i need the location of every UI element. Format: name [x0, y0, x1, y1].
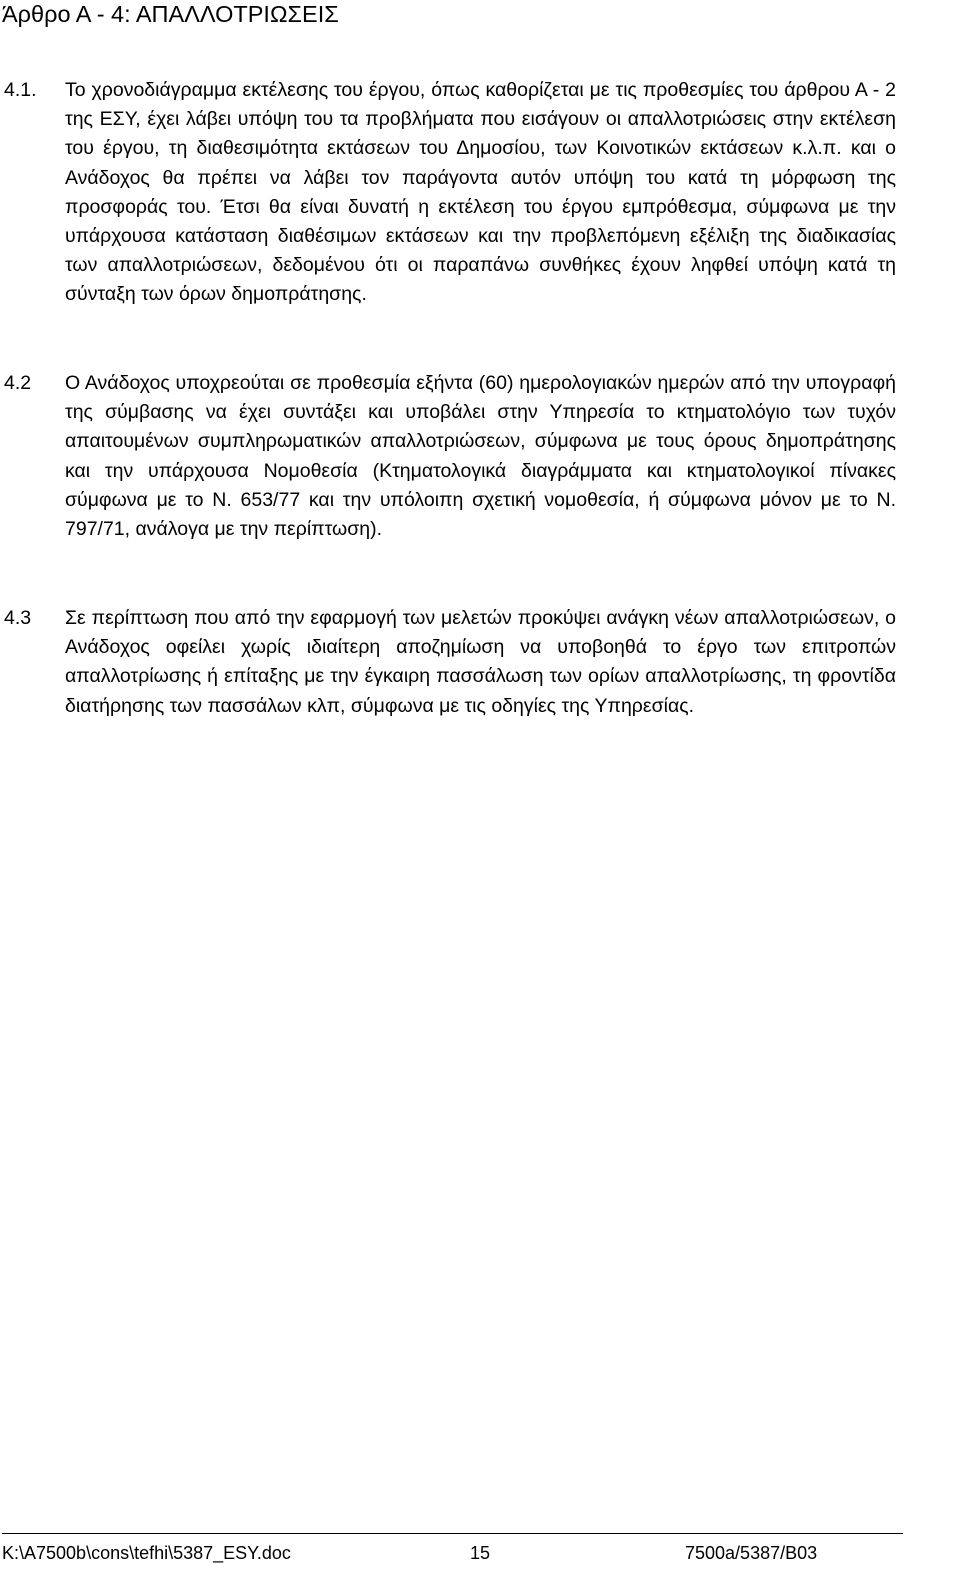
page-title: Άρθρο Α - 4: ΑΠΑΛΛΟΤΡΙΩΣΕΙΣ	[2, 1, 339, 27]
clause-number: 4.2	[4, 372, 32, 394]
footer-divider	[2, 1533, 903, 1534]
clause-text: Σε περίπτωση που από την εφαρμογή των μελετών προκύψει ανάγκη νέων απαλλοτριώσεων, ο Ανάδοχος οφείλει χωρίς ιδιαίτερη αποζημίωση να υποβοηθά το έργο των επιτροπών απαλλοτρίωσης ή επίταξης με την έγκαιρη πασσάλωση των ορίων απαλλοτρίωσης, τη φροντίδα διατήρησης των πασσάλων κλπ, σύμφωνα με τις οδηγίες της Υπηρεσίας.	[65, 607, 896, 717]
footer-page-number: 15	[470, 1543, 491, 1563]
clause-number: 4.3	[4, 607, 32, 629]
clause-number: 4.1.	[4, 79, 37, 101]
footer-file-path: K:\A7500b\cons\tefhi\5387_ESY.doc	[2, 1543, 291, 1563]
clause-text: Ο Ανάδοχος υποχρεούται σε προθεσμία εξήντα (60) ημερολογιακών ημερών από την υπογραφή της σύμβασης να έχει συντάξει και υποβάλει στην Υπηρεσία το κτηματολόγιο των τυχόν απαιτουμένων συμπληρωματικών απαλλοτριώσεων, σύμφωνα με τους όρους δημοπράτησης και την υπάρχουσα Νομοθεσία (Κτηματολογικά διαγράμματα και κτηματολογικοί πίνακες σύμφωνα με το Ν. 653/77 και την υπόλοιπη σχετική νομοθεσία, ή σύμφωνα μόνον με το Ν. 797/71, ανάλογα με την περίπτωση).	[65, 372, 896, 541]
clause-text: Το χρονοδιάγραμμα εκτέλεσης του έργου, όπως καθορίζεται με τις προθεσμίες του άρθρου Α - 2 της ΕΣΥ, έχει λάβει υπόψη του τα προβλήματα που εισάγουν οι απαλλοτριώσεις στην εκτέλεση του έργου, τη διαθεσιμότητα εκτάσεων του Δημοσίου, των Κοινοτικών εκτάσεων κ.λ.π. και ο Ανάδοχος θα πρέπει να λάβει τον παράγοντα αυτόν υπόψη του κατά τη μόρφωση της προσφοράς του. Έτσι θα είναι δυνατή η εκτέλεση του έργου εμπρόθεσμα, σύμφωνα με την υπάρχουσα κατάσταση διαθέσιμων εκτάσεων και την προβλεπόμενη εξέλιξη της διαδικασίας των απαλλοτριώσεων, δεδομένου ότι οι παραπάνω συνθήκες έχουν ληφθεί υπόψη κατά τη σύνταξη των όρων δημοπράτησης.	[65, 79, 896, 306]
footer-reference: 7500a/5387/B03	[685, 1543, 818, 1563]
